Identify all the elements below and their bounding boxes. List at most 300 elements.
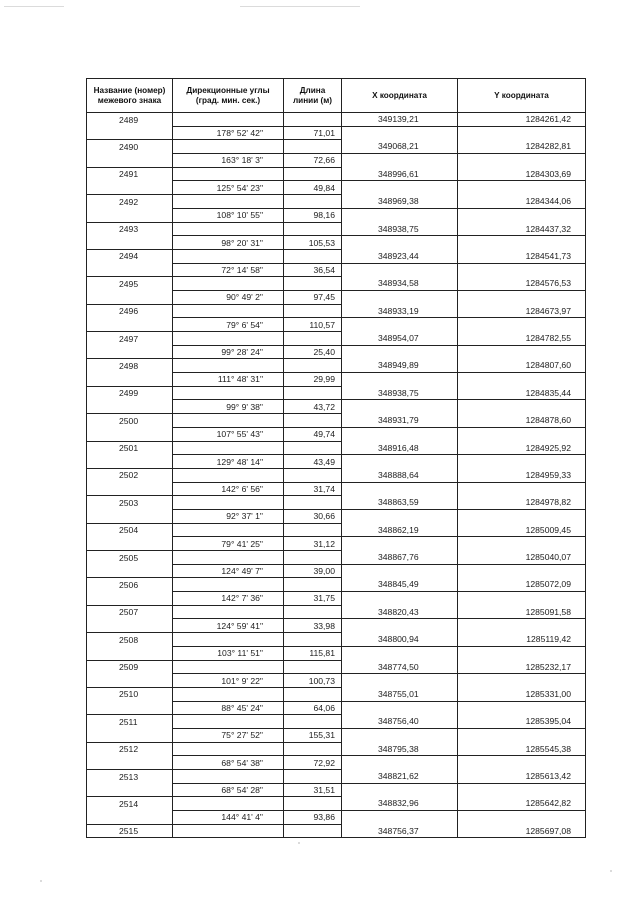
table-row-segment — [87, 126, 586, 140]
empty-cell — [284, 523, 342, 537]
table-row-segment — [87, 592, 586, 606]
table-row-point — [87, 359, 586, 373]
empty-cell — [284, 633, 342, 647]
empty-cell — [173, 687, 284, 701]
line-length-cell: 105,53 — [284, 236, 342, 250]
empty-cell — [173, 195, 284, 209]
point-name-cell: 2511 — [87, 715, 173, 729]
line-length-cell: 97,45 — [284, 290, 342, 304]
empty-cell — [458, 564, 586, 578]
empty-cell — [173, 660, 284, 674]
table-row-point — [87, 742, 586, 756]
y-coordinate-cell: 1284878,60 — [458, 414, 586, 428]
empty-cell — [458, 482, 586, 496]
line-length-cell: 31,74 — [284, 482, 342, 496]
empty-cell — [342, 455, 458, 469]
empty-cell — [87, 646, 173, 660]
y-coordinate-cell: 1284576,53 — [458, 277, 586, 291]
x-coordinate-cell: 348923,44 — [342, 249, 458, 263]
table-row-point — [87, 167, 586, 181]
x-coordinate-cell: 348821,62 — [342, 770, 458, 784]
point-name-cell: 2492 — [87, 195, 173, 209]
point-name-cell: 2515 — [87, 824, 173, 838]
y-coordinate-cell: 1285545,38 — [458, 742, 586, 756]
direction-angle-cell: 124° 49' 7" — [173, 564, 284, 578]
empty-cell — [284, 332, 342, 346]
direction-angle-cell: 111° 48' 31" — [173, 373, 284, 387]
direction-angle-cell: 142° 6' 56" — [173, 482, 284, 496]
empty-cell — [173, 414, 284, 428]
x-coordinate-cell: 348934,58 — [342, 277, 458, 291]
empty-cell — [284, 113, 342, 127]
empty-cell — [458, 318, 586, 332]
y-coordinate-cell: 1284673,97 — [458, 304, 586, 318]
point-name-cell: 2495 — [87, 277, 173, 291]
table-row-point — [87, 496, 586, 510]
y-coordinate-cell: 1284344,06 — [458, 195, 586, 209]
empty-cell — [87, 455, 173, 469]
empty-cell — [87, 783, 173, 797]
y-coordinate-cell: 1284959,33 — [458, 468, 586, 482]
table-row-segment — [87, 236, 586, 250]
empty-cell — [284, 359, 342, 373]
x-coordinate-cell: 349139,21 — [342, 113, 458, 127]
x-coordinate-cell: 348832,96 — [342, 797, 458, 811]
empty-cell — [173, 386, 284, 400]
x-coordinate-cell: 348969,38 — [342, 195, 458, 209]
empty-cell — [173, 222, 284, 236]
empty-cell — [173, 523, 284, 537]
x-coordinate-cell: 348755,01 — [342, 687, 458, 701]
table-row-segment — [87, 783, 586, 797]
point-name-cell: 2506 — [87, 578, 173, 592]
table-row-segment — [87, 482, 586, 496]
scan-noise — [4, 6, 64, 7]
empty-cell — [342, 619, 458, 633]
empty-cell — [342, 811, 458, 825]
empty-cell — [87, 263, 173, 277]
empty-cell — [173, 496, 284, 510]
x-coordinate-cell: 348800,94 — [342, 633, 458, 647]
direction-angle-cell: 163° 18' 3" — [173, 154, 284, 168]
line-length-cell: 110,57 — [284, 318, 342, 332]
direction-angle-cell: 142° 7' 36" — [173, 592, 284, 606]
x-coordinate-cell: 348949,89 — [342, 359, 458, 373]
y-coordinate-cell: 1285395,04 — [458, 715, 586, 729]
empty-cell — [173, 359, 284, 373]
x-coordinate-cell: 348933,19 — [342, 304, 458, 318]
empty-cell — [342, 236, 458, 250]
empty-cell — [458, 400, 586, 414]
empty-cell — [284, 468, 342, 482]
empty-cell — [458, 126, 586, 140]
table-row-point — [87, 386, 586, 400]
direction-angle-cell: 107° 55' 43" — [173, 427, 284, 441]
line-length-cell: 98,16 — [284, 208, 342, 222]
table-row-segment — [87, 181, 586, 195]
empty-cell — [87, 400, 173, 414]
y-coordinate-cell: 1285119,42 — [458, 633, 586, 647]
x-coordinate-cell: 348863,59 — [342, 496, 458, 510]
empty-cell — [173, 578, 284, 592]
empty-cell — [173, 332, 284, 346]
x-coordinate-cell: 348756,40 — [342, 715, 458, 729]
empty-cell — [342, 646, 458, 660]
empty-cell — [342, 373, 458, 387]
direction-angle-cell: 99° 9' 38" — [173, 400, 284, 414]
table-row-segment — [87, 674, 586, 688]
y-coordinate-cell: 1285697,08 — [458, 824, 586, 838]
point-name-cell: 2501 — [87, 441, 173, 455]
x-coordinate-cell: 348756,37 — [342, 824, 458, 838]
empty-cell — [173, 140, 284, 154]
direction-angle-cell: 101° 9' 22" — [173, 674, 284, 688]
empty-cell — [87, 701, 173, 715]
empty-cell — [458, 373, 586, 387]
x-coordinate-cell: 349068,21 — [342, 140, 458, 154]
y-coordinate-cell: 1284925,92 — [458, 441, 586, 455]
table-row-segment — [87, 728, 586, 742]
empty-cell — [87, 728, 173, 742]
empty-cell — [342, 482, 458, 496]
y-coordinate-cell: 1284782,55 — [458, 332, 586, 346]
point-name-cell: 2493 — [87, 222, 173, 236]
direction-angle-cell: 129° 48' 14" — [173, 455, 284, 469]
line-length-cell: 43,72 — [284, 400, 342, 414]
table-header-row — [87, 79, 586, 113]
empty-cell — [87, 537, 173, 551]
table-row-segment — [87, 427, 586, 441]
boundary-coordinates-table — [86, 78, 586, 838]
point-name-cell: 2504 — [87, 523, 173, 537]
table-row-point — [87, 113, 586, 127]
header-direction-angle: Дирекционные углы (град. мин. сек.) — [173, 79, 284, 113]
empty-cell — [173, 633, 284, 647]
direction-angle-cell: 144° 41' 4" — [173, 811, 284, 825]
direction-angle-cell: 108° 10' 55" — [173, 208, 284, 222]
empty-cell — [284, 441, 342, 455]
direction-angle-cell: 98° 20' 31" — [173, 236, 284, 250]
point-name-cell: 2503 — [87, 496, 173, 510]
x-coordinate-cell: 348862,19 — [342, 523, 458, 537]
empty-cell — [173, 715, 284, 729]
y-coordinate-cell: 1284437,32 — [458, 222, 586, 236]
table-row-point — [87, 249, 586, 263]
table-row-point — [87, 332, 586, 346]
empty-cell — [458, 154, 586, 168]
line-length-cell: 115,81 — [284, 646, 342, 660]
table-row-segment — [87, 345, 586, 359]
table-row-point — [87, 414, 586, 428]
line-length-cell: 49,74 — [284, 427, 342, 441]
empty-cell — [87, 345, 173, 359]
table-row-point — [87, 797, 586, 811]
point-name-cell: 2499 — [87, 386, 173, 400]
direction-angle-cell: 178° 52' 42" — [173, 126, 284, 140]
header-y-coordinate: Y координата — [458, 79, 586, 113]
empty-cell — [173, 304, 284, 318]
empty-cell — [173, 441, 284, 455]
empty-cell — [342, 345, 458, 359]
line-length-cell: 25,40 — [284, 345, 342, 359]
table-row-point — [87, 551, 586, 565]
empty-cell — [87, 208, 173, 222]
empty-cell — [458, 756, 586, 770]
empty-cell — [342, 756, 458, 770]
empty-cell — [458, 263, 586, 277]
empty-cell — [87, 592, 173, 606]
point-name-cell: 2508 — [87, 633, 173, 647]
empty-cell — [342, 318, 458, 332]
empty-cell — [284, 551, 342, 565]
empty-cell — [342, 674, 458, 688]
point-name-cell: 2490 — [87, 140, 173, 154]
empty-cell — [173, 605, 284, 619]
table-row-segment — [87, 537, 586, 551]
empty-cell — [458, 236, 586, 250]
x-coordinate-cell: 348996,61 — [342, 167, 458, 181]
point-name-cell: 2510 — [87, 687, 173, 701]
y-coordinate-cell: 1285091,58 — [458, 605, 586, 619]
scan-noise — [40, 880, 42, 882]
empty-cell — [284, 249, 342, 263]
empty-cell — [87, 318, 173, 332]
line-length-cell: 93,86 — [284, 811, 342, 825]
scan-noise — [240, 6, 360, 7]
line-length-cell: 31,75 — [284, 592, 342, 606]
empty-cell — [458, 701, 586, 715]
empty-cell — [284, 660, 342, 674]
empty-cell — [87, 236, 173, 250]
empty-cell — [173, 770, 284, 784]
empty-cell — [342, 564, 458, 578]
y-coordinate-cell: 1284303,69 — [458, 167, 586, 181]
table-row-point — [87, 605, 586, 619]
empty-cell — [284, 824, 342, 838]
table-row-segment — [87, 263, 586, 277]
empty-cell — [458, 427, 586, 441]
empty-cell — [458, 537, 586, 551]
direction-angle-cell: 68° 54' 38" — [173, 756, 284, 770]
point-name-cell: 2491 — [87, 167, 173, 181]
x-coordinate-cell: 348954,07 — [342, 332, 458, 346]
table-row-segment — [87, 373, 586, 387]
empty-cell — [87, 811, 173, 825]
empty-cell — [284, 167, 342, 181]
empty-cell — [87, 619, 173, 633]
x-coordinate-cell: 348931,79 — [342, 414, 458, 428]
line-length-cell: 31,51 — [284, 783, 342, 797]
x-coordinate-cell: 348888,64 — [342, 468, 458, 482]
table-row-point — [87, 824, 586, 838]
y-coordinate-cell: 1285040,07 — [458, 551, 586, 565]
direction-angle-cell: 72° 14' 58" — [173, 263, 284, 277]
point-name-cell: 2514 — [87, 797, 173, 811]
point-name-cell: 2497 — [87, 332, 173, 346]
direction-angle-cell: 90° 49' 2" — [173, 290, 284, 304]
point-name-cell: 2502 — [87, 468, 173, 482]
empty-cell — [458, 208, 586, 222]
empty-cell — [173, 167, 284, 181]
empty-cell — [87, 126, 173, 140]
table-row-point — [87, 715, 586, 729]
x-coordinate-cell: 348820,43 — [342, 605, 458, 619]
table-row-point — [87, 222, 586, 236]
point-name-cell: 2507 — [87, 605, 173, 619]
table-row-segment — [87, 646, 586, 660]
empty-cell — [173, 551, 284, 565]
table-body — [87, 113, 586, 838]
empty-cell — [173, 742, 284, 756]
empty-cell — [87, 756, 173, 770]
empty-cell — [87, 427, 173, 441]
empty-cell — [87, 482, 173, 496]
empty-cell — [458, 455, 586, 469]
direction-angle-cell: 75° 27' 52" — [173, 728, 284, 742]
empty-cell — [458, 674, 586, 688]
table-row-point — [87, 687, 586, 701]
empty-cell — [342, 290, 458, 304]
line-length-cell: 64,06 — [284, 701, 342, 715]
empty-cell — [87, 509, 173, 523]
empty-cell — [458, 592, 586, 606]
empty-cell — [284, 797, 342, 811]
direction-angle-cell: 68° 54' 28" — [173, 783, 284, 797]
y-coordinate-cell: 1284978,82 — [458, 496, 586, 510]
table-row-segment — [87, 154, 586, 168]
line-length-cell: 155,31 — [284, 728, 342, 742]
table-row-segment — [87, 290, 586, 304]
empty-cell — [342, 509, 458, 523]
y-coordinate-cell: 1285072,09 — [458, 578, 586, 592]
empty-cell — [173, 277, 284, 291]
y-coordinate-cell: 1285642,82 — [458, 797, 586, 811]
line-length-cell: 100,73 — [284, 674, 342, 688]
table-row-point — [87, 523, 586, 537]
empty-cell — [284, 304, 342, 318]
line-length-cell: 31,12 — [284, 537, 342, 551]
line-length-cell: 39,00 — [284, 564, 342, 578]
point-name-cell: 2489 — [87, 113, 173, 127]
empty-cell — [284, 414, 342, 428]
x-coordinate-cell: 348938,75 — [342, 386, 458, 400]
table-row-point — [87, 304, 586, 318]
empty-cell — [284, 496, 342, 510]
table-row-segment — [87, 811, 586, 825]
header-x-coordinate: X координата — [342, 79, 458, 113]
line-length-cell: 43,49 — [284, 455, 342, 469]
empty-cell — [173, 468, 284, 482]
empty-cell — [458, 619, 586, 633]
empty-cell — [458, 783, 586, 797]
empty-cell — [284, 687, 342, 701]
table-row-segment — [87, 701, 586, 715]
direction-angle-cell: 103° 11' 51" — [173, 646, 284, 660]
table-row-segment — [87, 400, 586, 414]
empty-cell — [87, 674, 173, 688]
table-row-segment — [87, 509, 586, 523]
line-length-cell: 33,98 — [284, 619, 342, 633]
empty-cell — [342, 728, 458, 742]
direction-angle-cell: 125° 54' 23" — [173, 181, 284, 195]
empty-cell — [458, 345, 586, 359]
y-coordinate-cell: 1284835,44 — [458, 386, 586, 400]
empty-cell — [342, 181, 458, 195]
line-length-cell: 30,66 — [284, 509, 342, 523]
line-length-cell: 72,66 — [284, 154, 342, 168]
direction-angle-cell: 88° 45' 24" — [173, 701, 284, 715]
table-row-point — [87, 633, 586, 647]
empty-cell — [173, 797, 284, 811]
table-row-segment — [87, 756, 586, 770]
scan-noise — [298, 842, 300, 844]
empty-cell — [458, 811, 586, 825]
y-coordinate-cell: 1285009,45 — [458, 523, 586, 537]
empty-cell — [342, 126, 458, 140]
empty-cell — [284, 277, 342, 291]
empty-cell — [87, 373, 173, 387]
y-coordinate-cell: 1285613,42 — [458, 770, 586, 784]
table-row-point — [87, 578, 586, 592]
point-name-cell: 2494 — [87, 249, 173, 263]
y-coordinate-cell: 1284541,73 — [458, 249, 586, 263]
empty-cell — [284, 386, 342, 400]
point-name-cell: 2505 — [87, 551, 173, 565]
empty-cell — [284, 578, 342, 592]
table-row-point — [87, 468, 586, 482]
direction-angle-cell: 79° 41' 25" — [173, 537, 284, 551]
empty-cell — [342, 154, 458, 168]
y-coordinate-cell: 1284282,81 — [458, 140, 586, 154]
table-row-point — [87, 195, 586, 209]
point-name-cell: 2500 — [87, 414, 173, 428]
empty-cell — [173, 113, 284, 127]
x-coordinate-cell: 348845,49 — [342, 578, 458, 592]
empty-cell — [284, 742, 342, 756]
line-length-cell: 71,01 — [284, 126, 342, 140]
empty-cell — [458, 181, 586, 195]
empty-cell — [458, 728, 586, 742]
empty-cell — [458, 509, 586, 523]
table-row-point — [87, 441, 586, 455]
direction-angle-cell: 124° 59' 41" — [173, 619, 284, 633]
y-coordinate-cell: 1285331,00 — [458, 687, 586, 701]
empty-cell — [342, 427, 458, 441]
y-coordinate-cell: 1284807,60 — [458, 359, 586, 373]
table-row-segment — [87, 564, 586, 578]
line-length-cell: 36,54 — [284, 263, 342, 277]
table-row-point — [87, 770, 586, 784]
table-row-point — [87, 277, 586, 291]
line-length-cell: 29,99 — [284, 373, 342, 387]
header-point-name: Название (номер) межевого знака — [87, 79, 173, 113]
scan-noise — [610, 870, 612, 872]
table-row-segment — [87, 619, 586, 633]
point-name-cell: 2512 — [87, 742, 173, 756]
empty-cell — [284, 605, 342, 619]
empty-cell — [458, 290, 586, 304]
empty-cell — [284, 770, 342, 784]
x-coordinate-cell: 348774,50 — [342, 660, 458, 674]
x-coordinate-cell: 348867,76 — [342, 551, 458, 565]
x-coordinate-cell: 348795,38 — [342, 742, 458, 756]
table-row-point — [87, 140, 586, 154]
empty-cell — [173, 249, 284, 263]
table-row-segment — [87, 208, 586, 222]
empty-cell — [342, 208, 458, 222]
line-length-cell: 72,92 — [284, 756, 342, 770]
direction-angle-cell: 79° 6' 54" — [173, 318, 284, 332]
